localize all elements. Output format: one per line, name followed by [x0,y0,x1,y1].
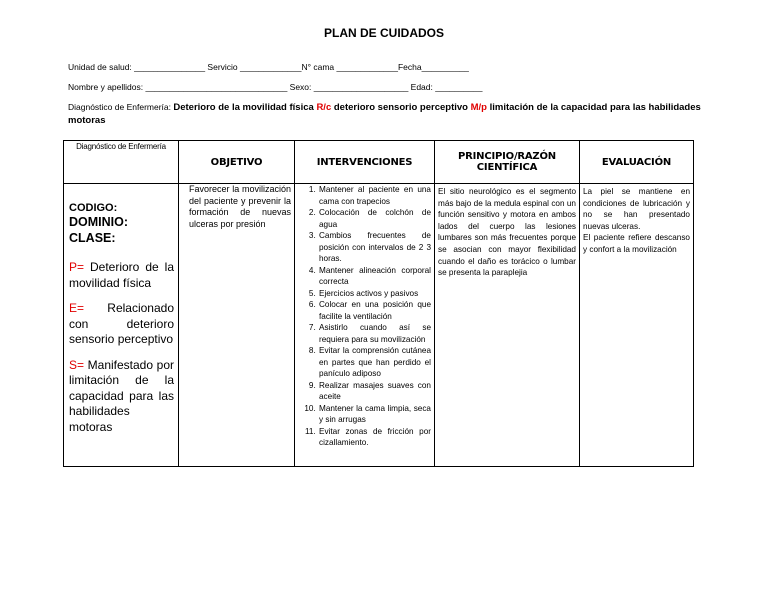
intervention-item: 4. Mantener alineación corporal correcta [318,265,431,288]
principio-cell [435,184,580,467]
e-label: E= [69,301,85,315]
diagnosis-cell [64,184,179,467]
intervention-item: 5. Ejercicios activos y pasivos [318,288,431,300]
evaluacion-cell [580,184,694,467]
codigo-label: CODIGO: [69,202,118,214]
principio-text: El sitio neurológico es el segmento más bajo de la medula espinal con un función sensitivo y motora en ambos lados del cuerpo las lesiones lumbares son más frecuentes porque se asocian con mayor flexibilidad cuando el daño es torácico o lumbar se presenta la paraplejia [438,187,576,278]
dominio-label: DOMINIO: [69,215,129,229]
p-label: P= [69,260,85,274]
intervention-item: 7. Asistirlo cuando así se requiera para su movilización [318,322,431,345]
page-title: PLAN DE CUIDADOS [323,26,444,40]
p-statement [69,260,174,291]
diagnosis-problem: Deterioro de la movilidad física [173,102,317,113]
p-text: Deterioro de la movilidad física [69,260,174,290]
diagnosis-label: Diagnóstico de Enfermería: [68,102,174,112]
rc-marker: R/c [316,102,332,113]
interventions-list [295,184,434,449]
objetivo-text: Favorecer la movilización del paciente y prevenir la formación de nuevas ulceras por presión [189,184,291,229]
patient-name-line: Nombre y apellidos: ______________________________ Sexo: ____________________ Edad: __________ [68,82,483,92]
intervention-item: 9. Realizar masajes suaves con aceite [318,380,431,403]
diagnosis-etiology: deterioro sensorio perceptivo [331,102,471,113]
intervention-item: 8. Evitar la comprensión cutánea en partes que han perdido el panículo adiposo [318,345,431,380]
intervenciones-cell [295,184,435,467]
intervention-item: 11. Evitar zonas de fricción por cizallamiento. [318,426,431,449]
codes-block [64,184,178,246]
clase-label: CLASE: [69,231,116,245]
table-row [64,184,694,467]
intervention-item: 2. Colocación de colchón de agua [318,207,431,230]
s-statement [69,358,174,436]
evaluacion-skin: La piel se mantiene en condiciones de lubricación y no se han presentado nuevas ulceras. [583,187,690,231]
care-plan-table [63,140,694,467]
header-objetivo: OBJETIVO [179,141,295,184]
e-text: Relacionado con deterioro sensorio perceptivo [69,301,174,346]
diagnosis-manifestation: limitación de la capacidad para las habilidades motoras [68,102,701,126]
s-text: Manifestado por limitación de la capacidad para las habilidades motoras [69,357,174,434]
e-statement [69,301,174,348]
health-unit-line: Unidad de salud: _______________ Servicio _____________N° cama _____________Fecha__________ [68,62,469,72]
evaluacion-text [580,184,693,258]
header-principio: PRINCIPIO/RAZÓN CIENTÍFICA [435,141,580,184]
intervention-item: 10. Mantener la cama limpia, seca y sin arrugas [318,403,431,426]
mp-marker: M/p [470,102,487,113]
intervention-item: 3. Cambios frecuentes de posición con intervalos de 2 3 horas. [318,230,431,265]
intervention-item: 1. Mantener al paciente en una cama con trapecios [318,184,431,207]
pes-block [64,260,178,435]
intervention-item: 6. Colocar en una posición que facilite la ventilación [318,299,431,322]
header-evaluacion: EVALUACIÓN [580,141,694,184]
header-intervenciones: INTERVENCIONES [295,141,435,184]
s-label: S= [69,357,85,372]
table-header-row [64,141,694,184]
header-diagnostico: Diagnóstico de Enfermería [64,141,179,184]
evaluacion-comfort: El paciente refiere descanso y confort a la movilización [583,233,690,254]
objetivo-cell [179,184,295,467]
nursing-diagnosis-line [68,101,708,127]
